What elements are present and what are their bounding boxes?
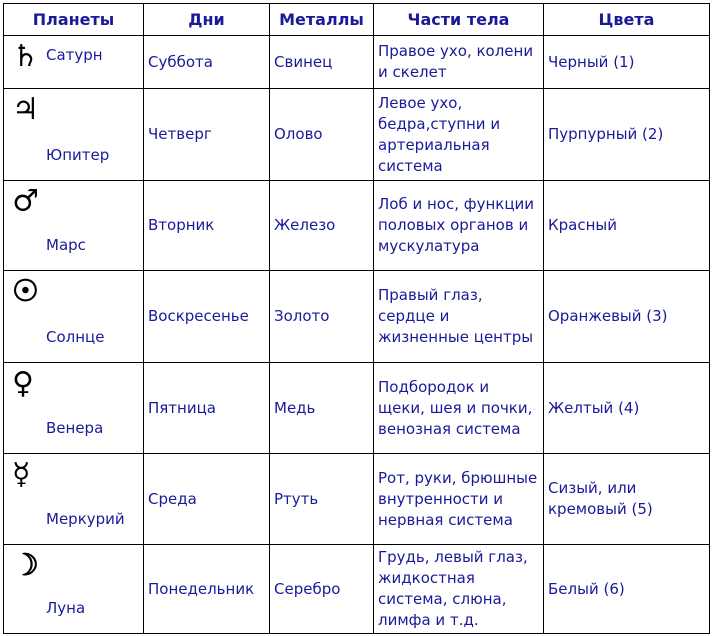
metal-cell: Ртуть [270, 454, 374, 545]
day-cell: Четверг [144, 89, 270, 181]
color-cell: Красный [544, 181, 710, 271]
saturn-icon: ♄ [12, 39, 39, 74]
planet-name: Луна [46, 599, 86, 617]
jupiter-icon: ♃ [12, 92, 39, 127]
body-cell: Правый глаз, сердце и жизненные центры [374, 271, 544, 363]
color-cell: Оранжевый (3) [544, 271, 710, 363]
header-metals: Металлы [270, 4, 374, 36]
color-cell: Пурпурный (2) [544, 89, 710, 181]
metal-cell: Медь [270, 363, 374, 454]
planet-name: Сатурн [46, 46, 103, 64]
table-row [4, 363, 710, 454]
venus-icon: ♀ [12, 366, 34, 401]
metal-cell: Свинец [270, 36, 374, 89]
planet-name: Меркурий [46, 510, 125, 528]
planet-cell [4, 271, 144, 363]
day-cell: Суббота [144, 36, 270, 89]
color-cell: Черный (1) [544, 36, 710, 89]
planet-name: Юпитер [46, 146, 110, 164]
metal-cell: Серебро [270, 545, 374, 634]
day-cell: Воскресенье [144, 271, 270, 363]
body-cell: Подбородок и щеки, шея и почки, венозная система [374, 363, 544, 454]
day-cell: Пятница [144, 363, 270, 454]
body-cell: Правое ухо, колени и скелет [374, 36, 544, 89]
header-body-parts: Части тела [374, 4, 544, 36]
header-days: Дни [144, 4, 270, 36]
table-row [4, 181, 710, 271]
table-row [4, 271, 710, 363]
day-cell: Понедельник [144, 545, 270, 634]
sun-icon: ☉ [12, 274, 39, 309]
planet-name: Венера [46, 419, 104, 437]
table-row [4, 454, 710, 545]
planet-cell [4, 181, 144, 271]
color-cell: Желтый (4) [544, 363, 710, 454]
table-row [4, 36, 710, 89]
planet-correspondence-table [3, 3, 710, 634]
day-cell: Вторник [144, 181, 270, 271]
mars-icon: ♂ [12, 184, 39, 219]
planet-name: Марс [46, 236, 86, 254]
table-row [4, 545, 710, 634]
planet-cell [4, 36, 144, 89]
mercury-icon: ☿ [12, 457, 31, 492]
metal-cell: Золото [270, 271, 374, 363]
table-row [4, 89, 710, 181]
planet-cell [4, 363, 144, 454]
header-colors: Цвета [544, 4, 710, 36]
planet-name: Солнце [46, 328, 105, 346]
body-cell: Рот, руки, брюшные внутренности и нервная система [374, 454, 544, 545]
planet-cell [4, 545, 144, 634]
body-cell: Грудь, левый глаз, жидкостная система, слюна, лимфа и т.д. [374, 545, 544, 634]
metal-cell: Олово [270, 89, 374, 181]
color-cell: Белый (6) [544, 545, 710, 634]
header-planets: Планеты [4, 4, 144, 36]
color-cell: Сизый, или кремовый (5) [544, 454, 710, 545]
body-cell: Левое ухо, бедра,ступни и артериальная система [374, 89, 544, 181]
metal-cell: Железо [270, 181, 374, 271]
planet-cell [4, 89, 144, 181]
planet-cell [4, 454, 144, 545]
day-cell: Среда [144, 454, 270, 545]
moon-icon: ☽ [12, 548, 39, 583]
body-cell: Лоб и нос, функции половых органов и мускулатура [374, 181, 544, 271]
header-row [4, 4, 710, 36]
